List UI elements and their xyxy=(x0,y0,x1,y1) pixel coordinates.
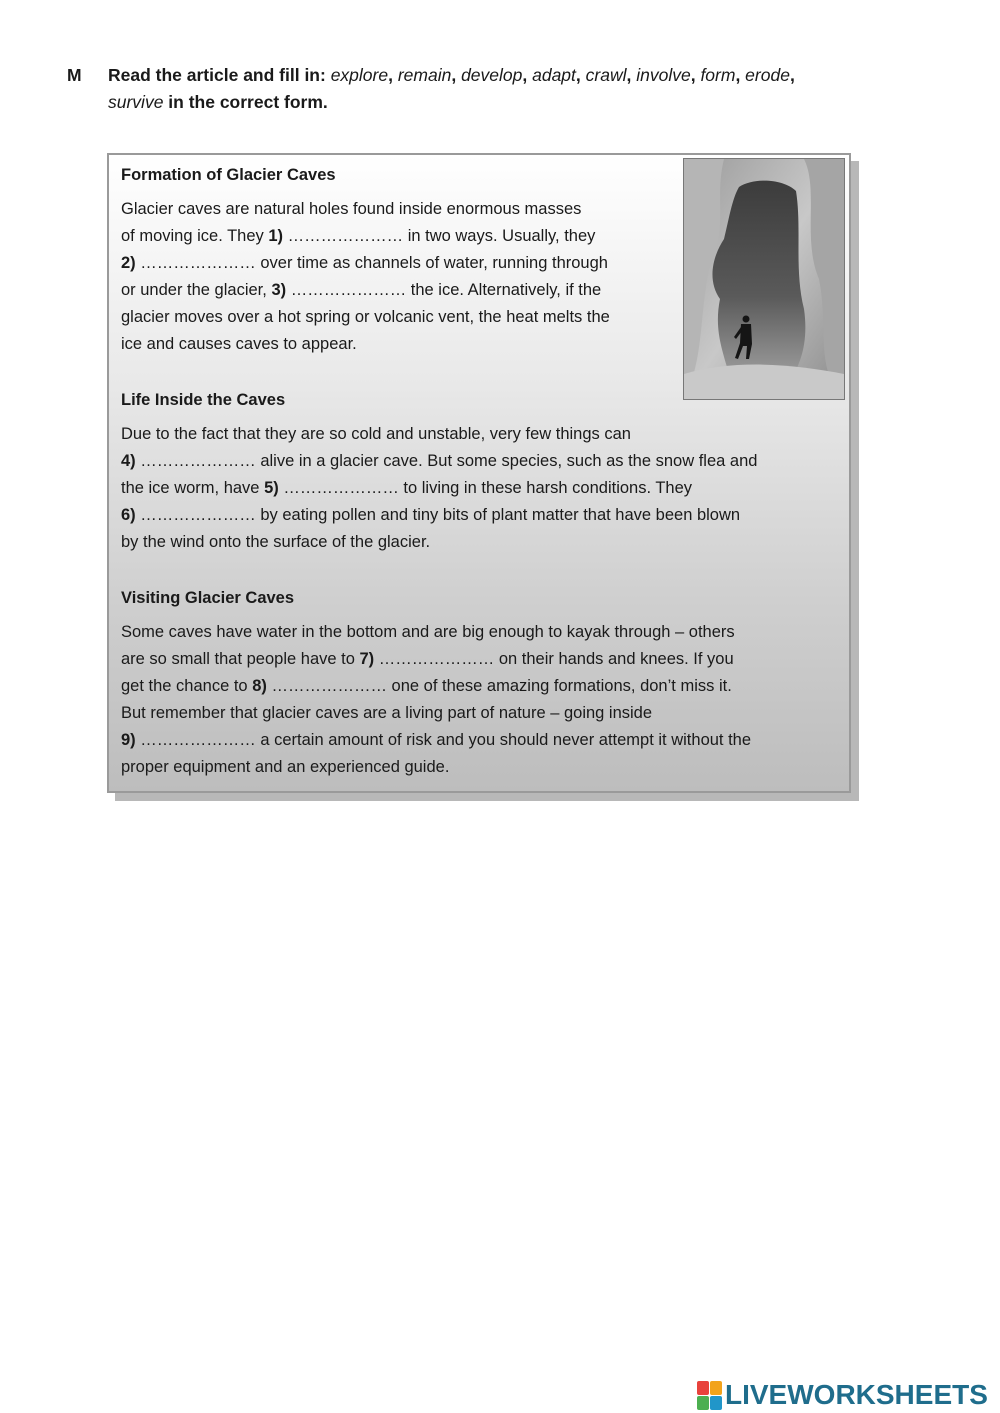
section-heading: Visiting Glacier Caves xyxy=(121,589,295,607)
text-run: ………………… one of these amazing formations, don’t miss it. xyxy=(266,677,732,695)
word-bank-item: explore xyxy=(330,65,389,85)
text-run: are so small that people have to xyxy=(121,650,360,668)
exercise-letter: M xyxy=(67,65,82,85)
article xyxy=(121,160,841,781)
logo-square xyxy=(710,1396,722,1410)
text-run: glacier moves over a hot spring or volcanic vent, the heat melts the xyxy=(121,308,610,326)
text-run: ice and causes caves to appear. xyxy=(121,335,357,353)
liveworksheets-logo xyxy=(697,1378,988,1412)
text-run: ………………… on their hands and knees. If you xyxy=(374,650,734,668)
article-section xyxy=(121,160,841,358)
section-heading: Life Inside the Caves xyxy=(121,391,286,409)
word-bank-item: crawl xyxy=(585,65,627,85)
gap-number: 5) xyxy=(264,479,279,497)
word-bank-item: survive xyxy=(108,92,164,112)
brand-name: LIVEWORKSHEETS xyxy=(725,1379,988,1410)
gap-number: 4) xyxy=(121,452,136,470)
text-run: ………………… to living in these harsh conditions. They xyxy=(278,479,693,497)
instruction-lead: Read the article and fill in: xyxy=(108,65,331,85)
logo-square xyxy=(710,1381,722,1395)
instruction-text: Read the article and fill in: explore, remain, develop, adapt, crawl, involve, form, erode, survive in the correct form. xyxy=(108,65,795,112)
word-bank-item: adapt xyxy=(532,65,576,85)
instruction-tail: in the correct form. xyxy=(163,92,328,112)
logo-square xyxy=(697,1381,709,1395)
gap-number: 8) xyxy=(252,677,267,695)
text-run: ………………… a certain amount of risk and you should never attempt it without the xyxy=(135,731,752,749)
section-paragraph xyxy=(121,196,676,358)
logo-square xyxy=(697,1396,709,1410)
text-run: But remember that glacier caves are a living part of nature – going inside xyxy=(121,704,653,722)
word-bank-item: erode xyxy=(745,65,790,85)
section-heading: Formation of Glacier Caves xyxy=(121,166,336,184)
gap-number: 2) xyxy=(121,254,136,272)
text-run: ………………… alive in a glacier cave. But some species, such as the snow flea and xyxy=(135,452,758,470)
text-run: the ice worm, have xyxy=(121,479,265,497)
gap-number: 6) xyxy=(121,506,136,524)
gap-number: 7) xyxy=(359,650,375,668)
text-run: ………………… the ice. Alternatively, if the xyxy=(286,281,602,299)
word-bank-item: develop xyxy=(461,65,523,85)
word-bank-item: involve xyxy=(636,65,691,85)
gap-number: 9) xyxy=(121,731,136,749)
text-run: ………………… over time as channels of water, running through xyxy=(135,254,608,272)
text-run: ………………… by eating pollen and tiny bits of plant matter that have been blown xyxy=(135,506,741,524)
gap-number: 3) xyxy=(271,281,287,299)
text-run: get the chance to xyxy=(121,677,253,695)
text-run: of moving ice. They xyxy=(121,227,269,245)
text-run: or under the glacier, xyxy=(121,281,272,299)
word-bank-item: remain xyxy=(397,65,452,85)
word-bank-item: form xyxy=(700,65,736,85)
liveworksheets-logo-icon xyxy=(697,1381,721,1409)
text-run: proper equipment and an experienced guide. xyxy=(121,758,450,776)
text-run: by the wind onto the surface of the glacier. xyxy=(121,533,431,551)
article-section xyxy=(121,583,841,781)
instruction xyxy=(67,62,947,116)
text-run: ………………… in two ways. Usually, they xyxy=(283,227,596,245)
gap-number: 1) xyxy=(268,227,284,245)
article-section xyxy=(121,385,841,556)
text-run: Glacier caves are natural holes found inside enormous masses xyxy=(121,200,582,218)
section-paragraph xyxy=(121,421,841,556)
text-run: Due to the fact that they are so cold and unstable, very few things can xyxy=(121,425,631,443)
section-paragraph xyxy=(121,619,841,781)
text-run: Some caves have water in the bottom and are big enough to kayak through – others xyxy=(121,623,735,641)
